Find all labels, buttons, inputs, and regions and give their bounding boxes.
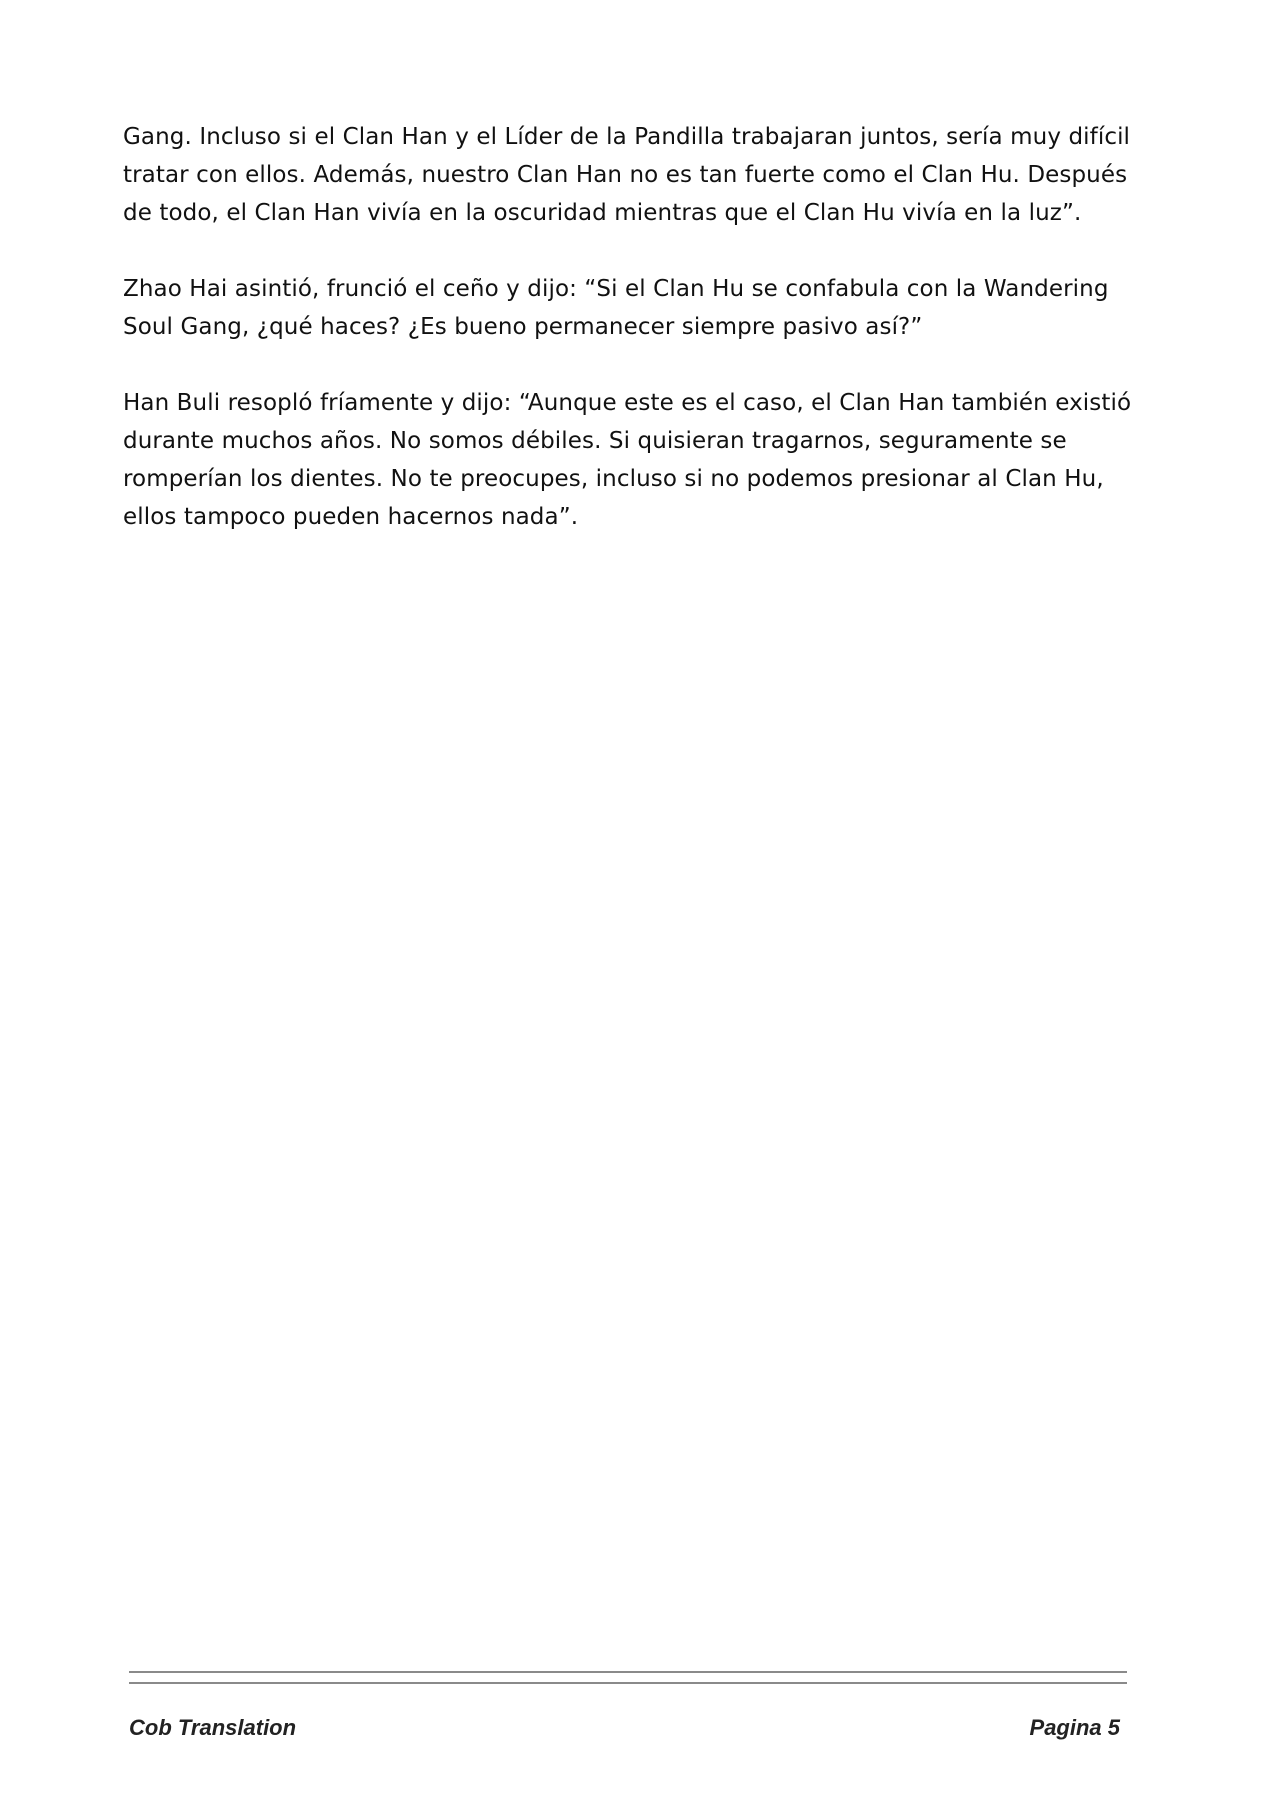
paragraph-2: Zhao Hai asintió, frunció el ceño y dijo: “Si el Clan Hu se confabula con la Wandering Soul Gang, ¿qué haces? ¿Es bueno permanecer siempre pasivo así?” xyxy=(123,276,1109,340)
body-text xyxy=(123,118,1133,574)
footer-divider-bottom xyxy=(129,1682,1127,1684)
footer-page-number: Pagina 5 xyxy=(1029,1715,1120,1740)
footer-translator-credit: Cob Translation xyxy=(129,1715,297,1740)
paragraph-3: Han Buli resopló fríamente y dijo: “Aunque este es el caso, el Clan Han también existió durante muchos años. No somos débiles. Si quisieran tragarnos, seguramente se romperían los dientes. No te preocupes, incluso si no podemos presionar al Clan Hu, ellos tampoco pueden hacernos nada”. xyxy=(123,390,1132,530)
footer-divider-top xyxy=(129,1671,1127,1673)
paragraph-1: Gang. Incluso si el Clan Han y el Líder de la Pandilla trabajaran juntos, sería muy difícil tratar con ellos. Además, nuestro Clan Han no es tan fuerte como el Clan Hu. Después de todo, el Clan Han vivía en la oscuridad mientras que el Clan Hu vivía en la luz”. xyxy=(123,124,1131,226)
